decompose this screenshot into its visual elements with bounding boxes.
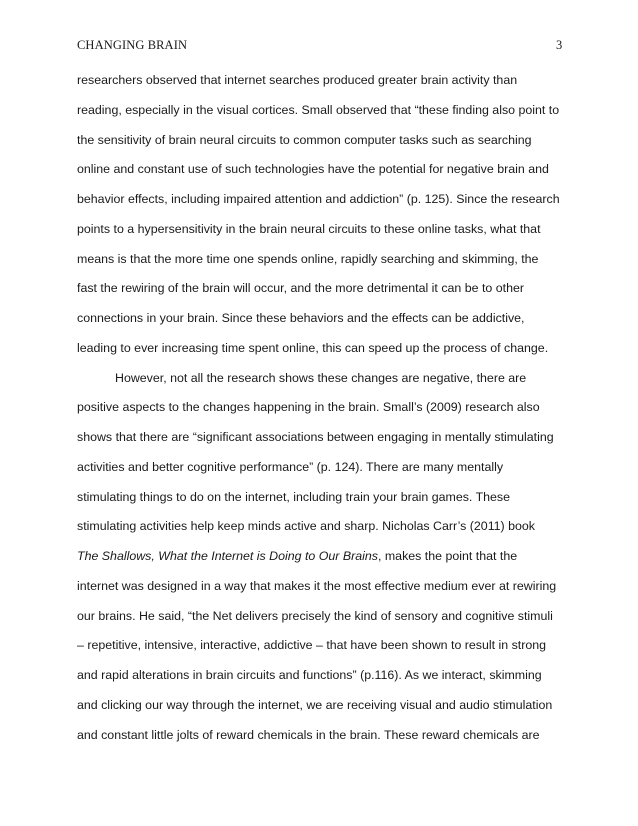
text-line: and constant little jolts of reward chemicals in the brain. These reward chemicals are xyxy=(77,727,540,742)
text-line xyxy=(77,546,567,576)
text-line: reading, especially in the visual cortices. Small observed that “these finding also point to xyxy=(77,102,560,117)
paragraph-first-line: However, not all the research shows these changes are negative, there are xyxy=(115,370,527,385)
text-line: connections in your brain. Since these behaviors and the effects can be addictive, xyxy=(77,311,525,325)
text-line: and clicking our way through the internet, we are receiving visual and audio stimulation xyxy=(77,697,553,712)
page-number: 3 xyxy=(556,38,563,52)
text-line: stimulating things to do on the internet, including train your brain games. These xyxy=(77,489,511,504)
text-line: positive aspects to the changes happening in the brain. Small’s (2009) research also xyxy=(77,400,540,415)
text-line: shows that there are “significant associations between engaging in mentally stimulating xyxy=(77,430,554,444)
body-text xyxy=(77,70,567,754)
text-line: points to a hypersensitivity in the brain neural circuits to these online tasks, what that xyxy=(77,221,541,236)
book-title: The Shallows, What the Internet is Doing to Our Brains xyxy=(77,549,378,563)
text-line: researchers observed that internet searches produced greater brain activity than xyxy=(77,73,518,87)
text-line: the sensitivity of brain neural circuits to common computer tasks such as searching xyxy=(77,132,532,147)
text-fragment: , makes the point that the xyxy=(377,549,518,563)
text-line: online and constant use of such technologies have the potential for negative brain and xyxy=(77,162,549,177)
text-line: behavior effects, including impaired attention and addiction” (p. 125). Since the research xyxy=(77,192,560,206)
text-line: stimulating activities help keep minds active and sharp. Nicholas Carr’s (2011) book xyxy=(77,519,535,534)
text-line: fast the rewiring of the brain will occur, and the more detrimental it can be to other xyxy=(77,281,524,296)
running-head: CHANGING BRAIN xyxy=(77,38,188,52)
text-line: – repetitive, intensive, interactive, addictive – that have been shown to result in strong xyxy=(77,638,547,653)
text-line: leading to ever increasing time spent online, this can speed up the process of change. xyxy=(77,340,549,355)
text-line: our brains. He said, “the Net delivers precisely the kind of sensory and cognitive stimuli xyxy=(77,608,553,623)
text-line: internet was designed in a way that makes it the most effective medium ever at rewiring xyxy=(77,578,557,593)
text-line: activities and better cognitive performance” (p. 124). There are many mentally xyxy=(77,459,504,474)
text-line: and rapid alterations in brain circuits and functions” (p.116). As we interact, skimming xyxy=(77,668,542,682)
text-line: means is that the more time one spends online, rapidly searching and skimming, the xyxy=(77,251,539,266)
